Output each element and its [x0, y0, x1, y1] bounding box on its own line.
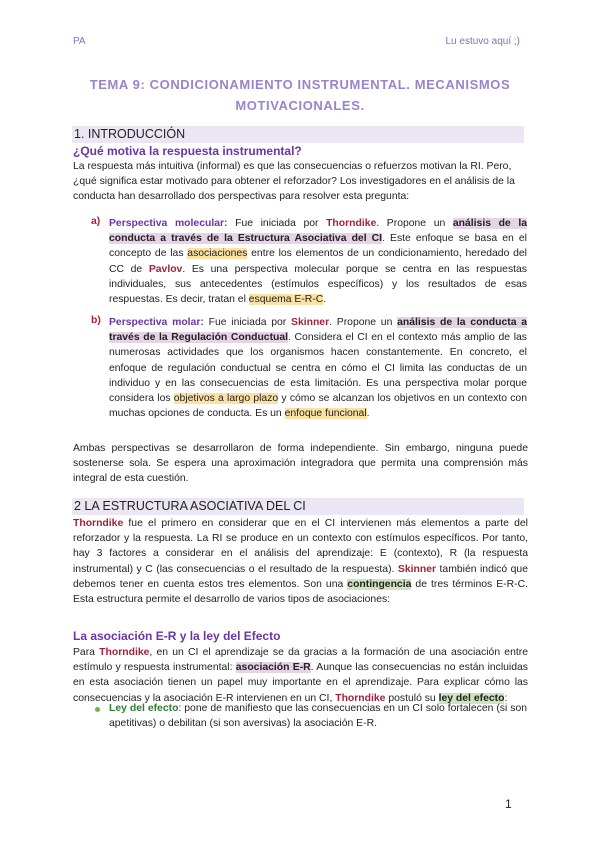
author-thorndike: Thorndike: [99, 647, 150, 658]
bullet-label: Ley del efecto: [109, 703, 179, 714]
closing-paragraph: Ambas perspectivas se desarrollaron de forma independiente. Sin embargo, ninguna puede sostenerse sola. Se espera una aproximación integradora que permita una comprensión más integral de esta cuestión.: [73, 443, 528, 485]
document-title: [60, 74, 540, 116]
subheading-asociacion-er: La asociación E-R y la ley del Efecto: [73, 629, 281, 643]
highlight-objetivos-largo-plazo: objetivos a largo plazo: [173, 393, 279, 405]
highlight-ley-del-efecto: ley del efecto: [438, 692, 505, 704]
asociacion-er-paragraph: Para Thorndike, en un CI el aprendizaje se da gracias a la formación de una asociación entre estímulo y respuesta instrumental: asociación E-R. Aunque las consecuencias no están incluidas en esta asociación tienen un papel muy importante en el aprendizaje. Para explicar cómo las consecuencias y la asociación E-R intervienen en un CI, Thorndike postuló su ley del efecto:: [73, 647, 528, 704]
perspective-molecular: Perspectiva molecular: Fue iniciada por Thorndike. Propone un análisis de la conducta a través de la Estructura Asociativa del CI. Este enfoque se basa en el concepto de las asociaciones entre los elementos de un condicionamiento, heredado del CC de Pavlov. Es una perspectiva molecular porque se centra en las respuestas individuales, sus antecedentes (estímulos específicos) y los resultados de esas respuestas. Es decir, tratan el esquema E-R-C.: [109, 218, 527, 306]
author-thorndike: Thorndike: [335, 692, 386, 704]
section-heading-introduccion: 1. INTRODUCCIÓN: [72, 126, 524, 143]
subheading-question: ¿Qué motiva la respuesta instrumental?: [73, 144, 302, 158]
highlight-estructura-asociativa: análisis de la conducta a través de la Estructura Asociativa del CI: [109, 218, 527, 245]
highlight-esquema-erc: esquema E-R-C: [248, 294, 324, 306]
author-skinner: Skinner: [291, 317, 330, 328]
intro-paragraph: La respuesta más intuitiva (informal) es que las consecuencias o refuerzos motivan la RI. Pero, ¿qué significa estar motivado para obtener el reforzador? Los investigadores en el análisis de la conducta han desarrollado dos perspectivas para resolver esta pregunta:: [73, 161, 515, 203]
molecular-label: Perspectiva molecular:: [109, 218, 228, 229]
author-thorndike: Thorndike: [326, 218, 377, 229]
highlight-asociacion-er: asociación E-R: [235, 662, 311, 674]
header-right: Lu estuvo aquí ;): [445, 36, 520, 47]
molar-label: Perspectiva molar:: [109, 317, 204, 328]
highlight-regulacion-conductual: análisis de la conducta a través de la Regulación Conductual: [109, 317, 527, 344]
bullet-dot: [95, 707, 100, 712]
title-line-1: TEMA 9: CONDICIONAMIENTO INSTRUMENTAL. MECANISMOS: [89, 77, 511, 92]
bullet-ley-del-efecto: Ley del efecto: pone de manifiesto que las consecuencias en un CI solo fortalecen (si son apetitivas) o debilitan (si son aversivas) la asociación E-R.: [109, 703, 528, 730]
author-thorndike: Thorndike: [73, 518, 124, 529]
header-left: PA: [73, 36, 86, 47]
author-skinner: Skinner: [397, 563, 437, 575]
list-marker-b: b): [91, 315, 101, 326]
page-number: 1: [505, 797, 512, 811]
section2-paragraph: Thorndike fue el primero en considerar que en el CI intervienen más elementos a parte del reforzador y la respuesta. La RI se produce en un contexto con estímulos específicos. Por tanto, hay 3 factores a considerar en el análisis del aprendizaje: E (contexto), R (la respuesta instrumental) y C (las consecuencias o el resultado de la respuesta). Skinner también indicó que debemos tener en cuenta estos tres elementos. Son una contingencia de tres términos E-R-C. Esta estructura permite el desarrollo de varios tipos de asociaciones:: [73, 518, 528, 606]
highlight-contingencia: contingencia: [347, 578, 412, 590]
author-pavlov: Pavlov: [148, 263, 183, 275]
title-line-2: MOTIVACIONALES.: [235, 98, 365, 113]
highlight-asociaciones: asociaciones: [187, 248, 248, 260]
perspective-molar: Perspectiva molar: Fue iniciada por Skinner. Propone un análisis de la conducta a través de la Regulación Conductual. Considera el CI en el contexto más amplio de las numerosas actividades que los organismos hacen constantemente. En concreto, el enfoque de regulación conductual se centra en cómo el CI limita las conductas de un individuo y en las consecuencias de esta limitación. Es una perspectiva molar porque considera los objetivos a largo plazo y cómo se alcanzan los objetivos en un contexto con muchas opciones de conducta. Es un enfoque funcional.: [109, 317, 527, 420]
highlight-enfoque-funcional: enfoque funcional: [284, 408, 367, 420]
section-heading-estructura-asociativa: 2 LA ESTRUCTURA ASOCIATIVA DEL CI: [72, 498, 524, 515]
list-marker-a: a): [91, 216, 101, 227]
